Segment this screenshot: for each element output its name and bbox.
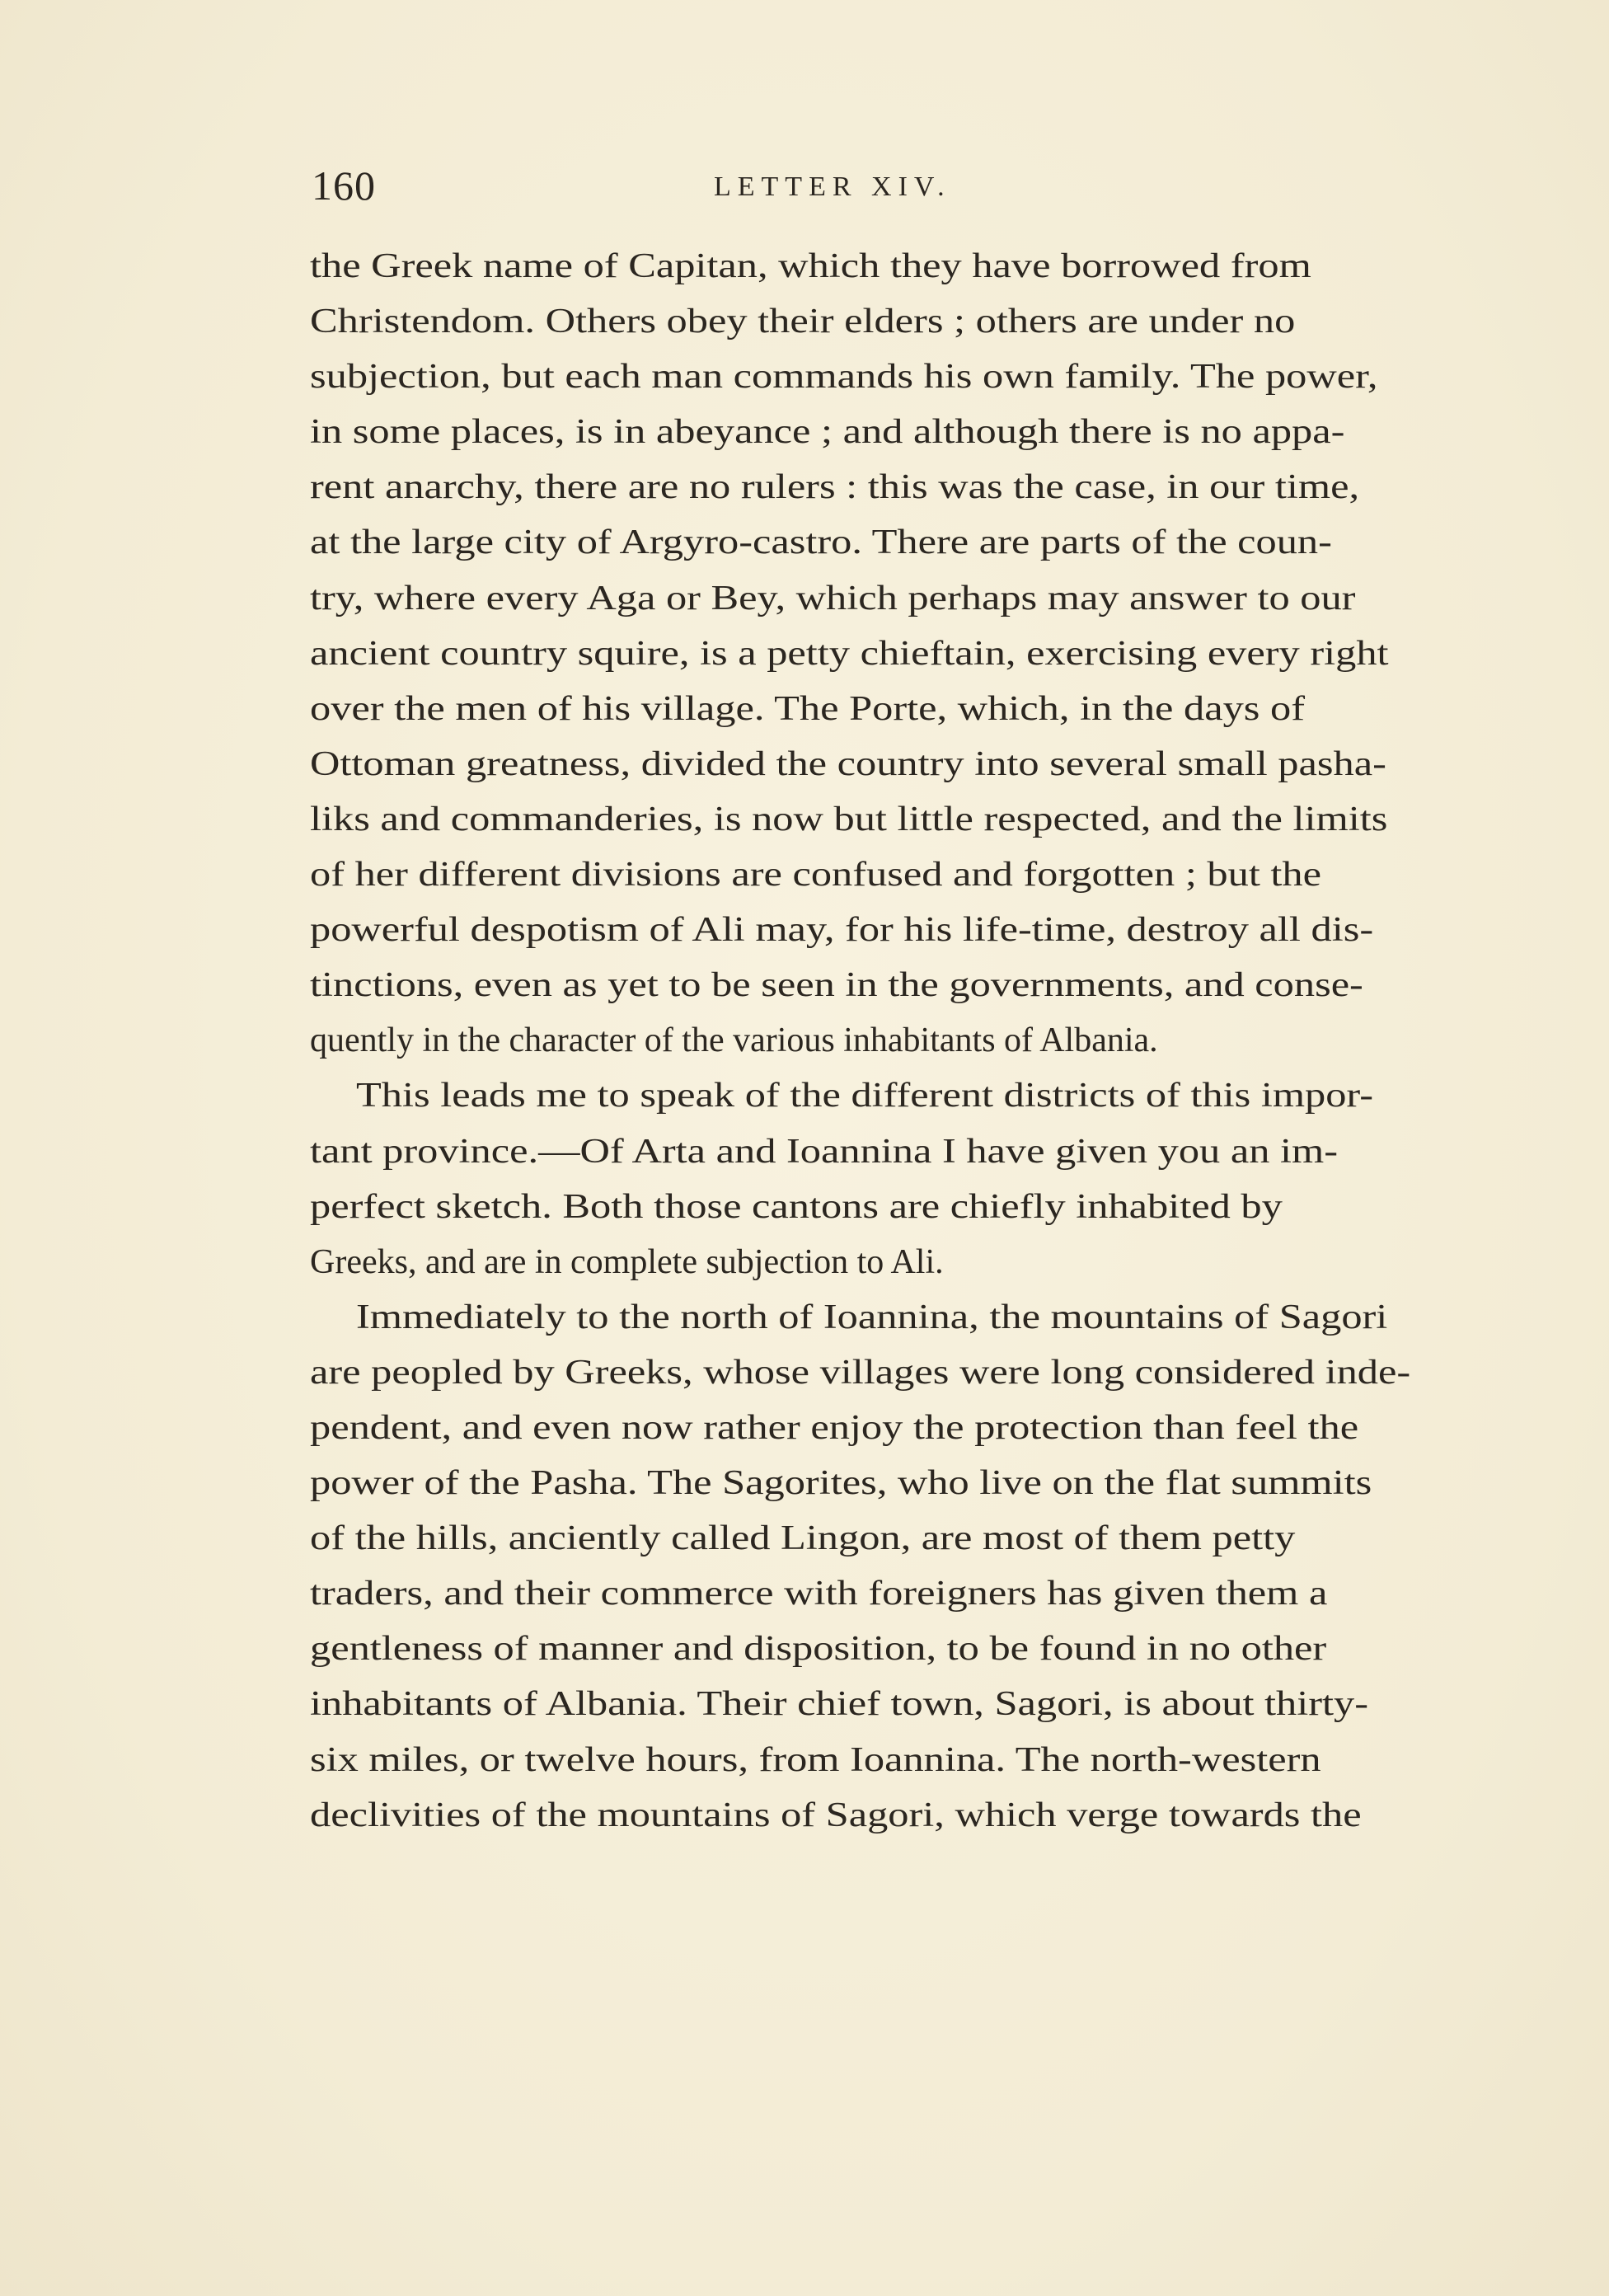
text-line: powerful despotism of Ali may, for his life-time, destroy all dis-: [310, 911, 1374, 950]
text-line: liks and commanderies, is now but little respected, and the limits: [310, 800, 1388, 838]
text-line: rent anarchy, there are no rulers : this was the case, in our time,: [310, 468, 1360, 507]
text-line: Greeks, and are in complete subjection to Ali.: [310, 1242, 944, 1281]
text-line: Ottoman greatness, divided the country into several small pasha-: [310, 744, 1386, 783]
text-line: at the large city of Argyro-castro. There are parts of the coun-: [310, 524, 1332, 562]
text-line: ancient country squire, is a petty chieftain, exercising every right: [310, 634, 1389, 673]
text-line: declivities of the mountains of Sagori, which verge towards the: [310, 1796, 1362, 1834]
text-line: perfect sketch. Both those cantons are chiefly inhabited by: [310, 1187, 1283, 1226]
text-line: six miles, or twelve hours, from Ioannina. The north-western: [310, 1740, 1321, 1779]
text-line: of her different divisions are confused and forgotten ; but the: [310, 856, 1321, 894]
paragraph-start-line: Immediately to the north of Ioannina, the mountains of Sagori: [356, 1298, 1388, 1336]
text-line: of the hills, anciently called Lingon, are most of them petty: [310, 1519, 1296, 1558]
text-line: in some places, is in abeyance ; and although there is no appa-: [310, 413, 1345, 452]
running-head: LETTER XIV.: [714, 171, 951, 202]
text-line: tant province.—Of Arta and Ioannina I have given you an im-: [310, 1132, 1339, 1171]
text-line: gentleness of manner and disposition, to be found in no other: [310, 1630, 1327, 1669]
page-number: 160: [312, 162, 376, 209]
text-line: power of the Pasha. The Sagorites, who live on the flat summits: [310, 1464, 1372, 1503]
text-line: Christendom. Others obey their elders ; others are under no: [310, 303, 1296, 341]
body-text: [310, 239, 1490, 1843]
text-line: traders, and their commerce with foreigners has given them a: [310, 1575, 1328, 1613]
paragraph-start-line: This leads me to speak of the different districts of this impor-: [356, 1077, 1373, 1115]
page-header: [312, 162, 1490, 211]
text-line: pendent, and even now rather enjoy the protection than feel the: [310, 1408, 1359, 1447]
text-line: try, where every Aga or Bey, which perhaps may answer to our: [310, 579, 1356, 617]
text-line: the Greek name of Capitan, which they have borrowed from: [310, 247, 1311, 285]
text-line: quently in the character of the various inhabitants of Albania.: [310, 1021, 1158, 1060]
text-line: subjection, but each man commands his own family. The power,: [310, 358, 1378, 397]
text-line: tinctions, even as yet to be seen in the governments, and conse-: [310, 966, 1363, 1005]
text-line: over the men of his village. The Porte, which, in the days of: [310, 689, 1305, 728]
text-line: are peopled by Greeks, whose villages were long considered inde-: [310, 1353, 1411, 1392]
text-line: inhabitants of Albania. Their chief town, Sagori, is about thirty-: [310, 1685, 1369, 1724]
